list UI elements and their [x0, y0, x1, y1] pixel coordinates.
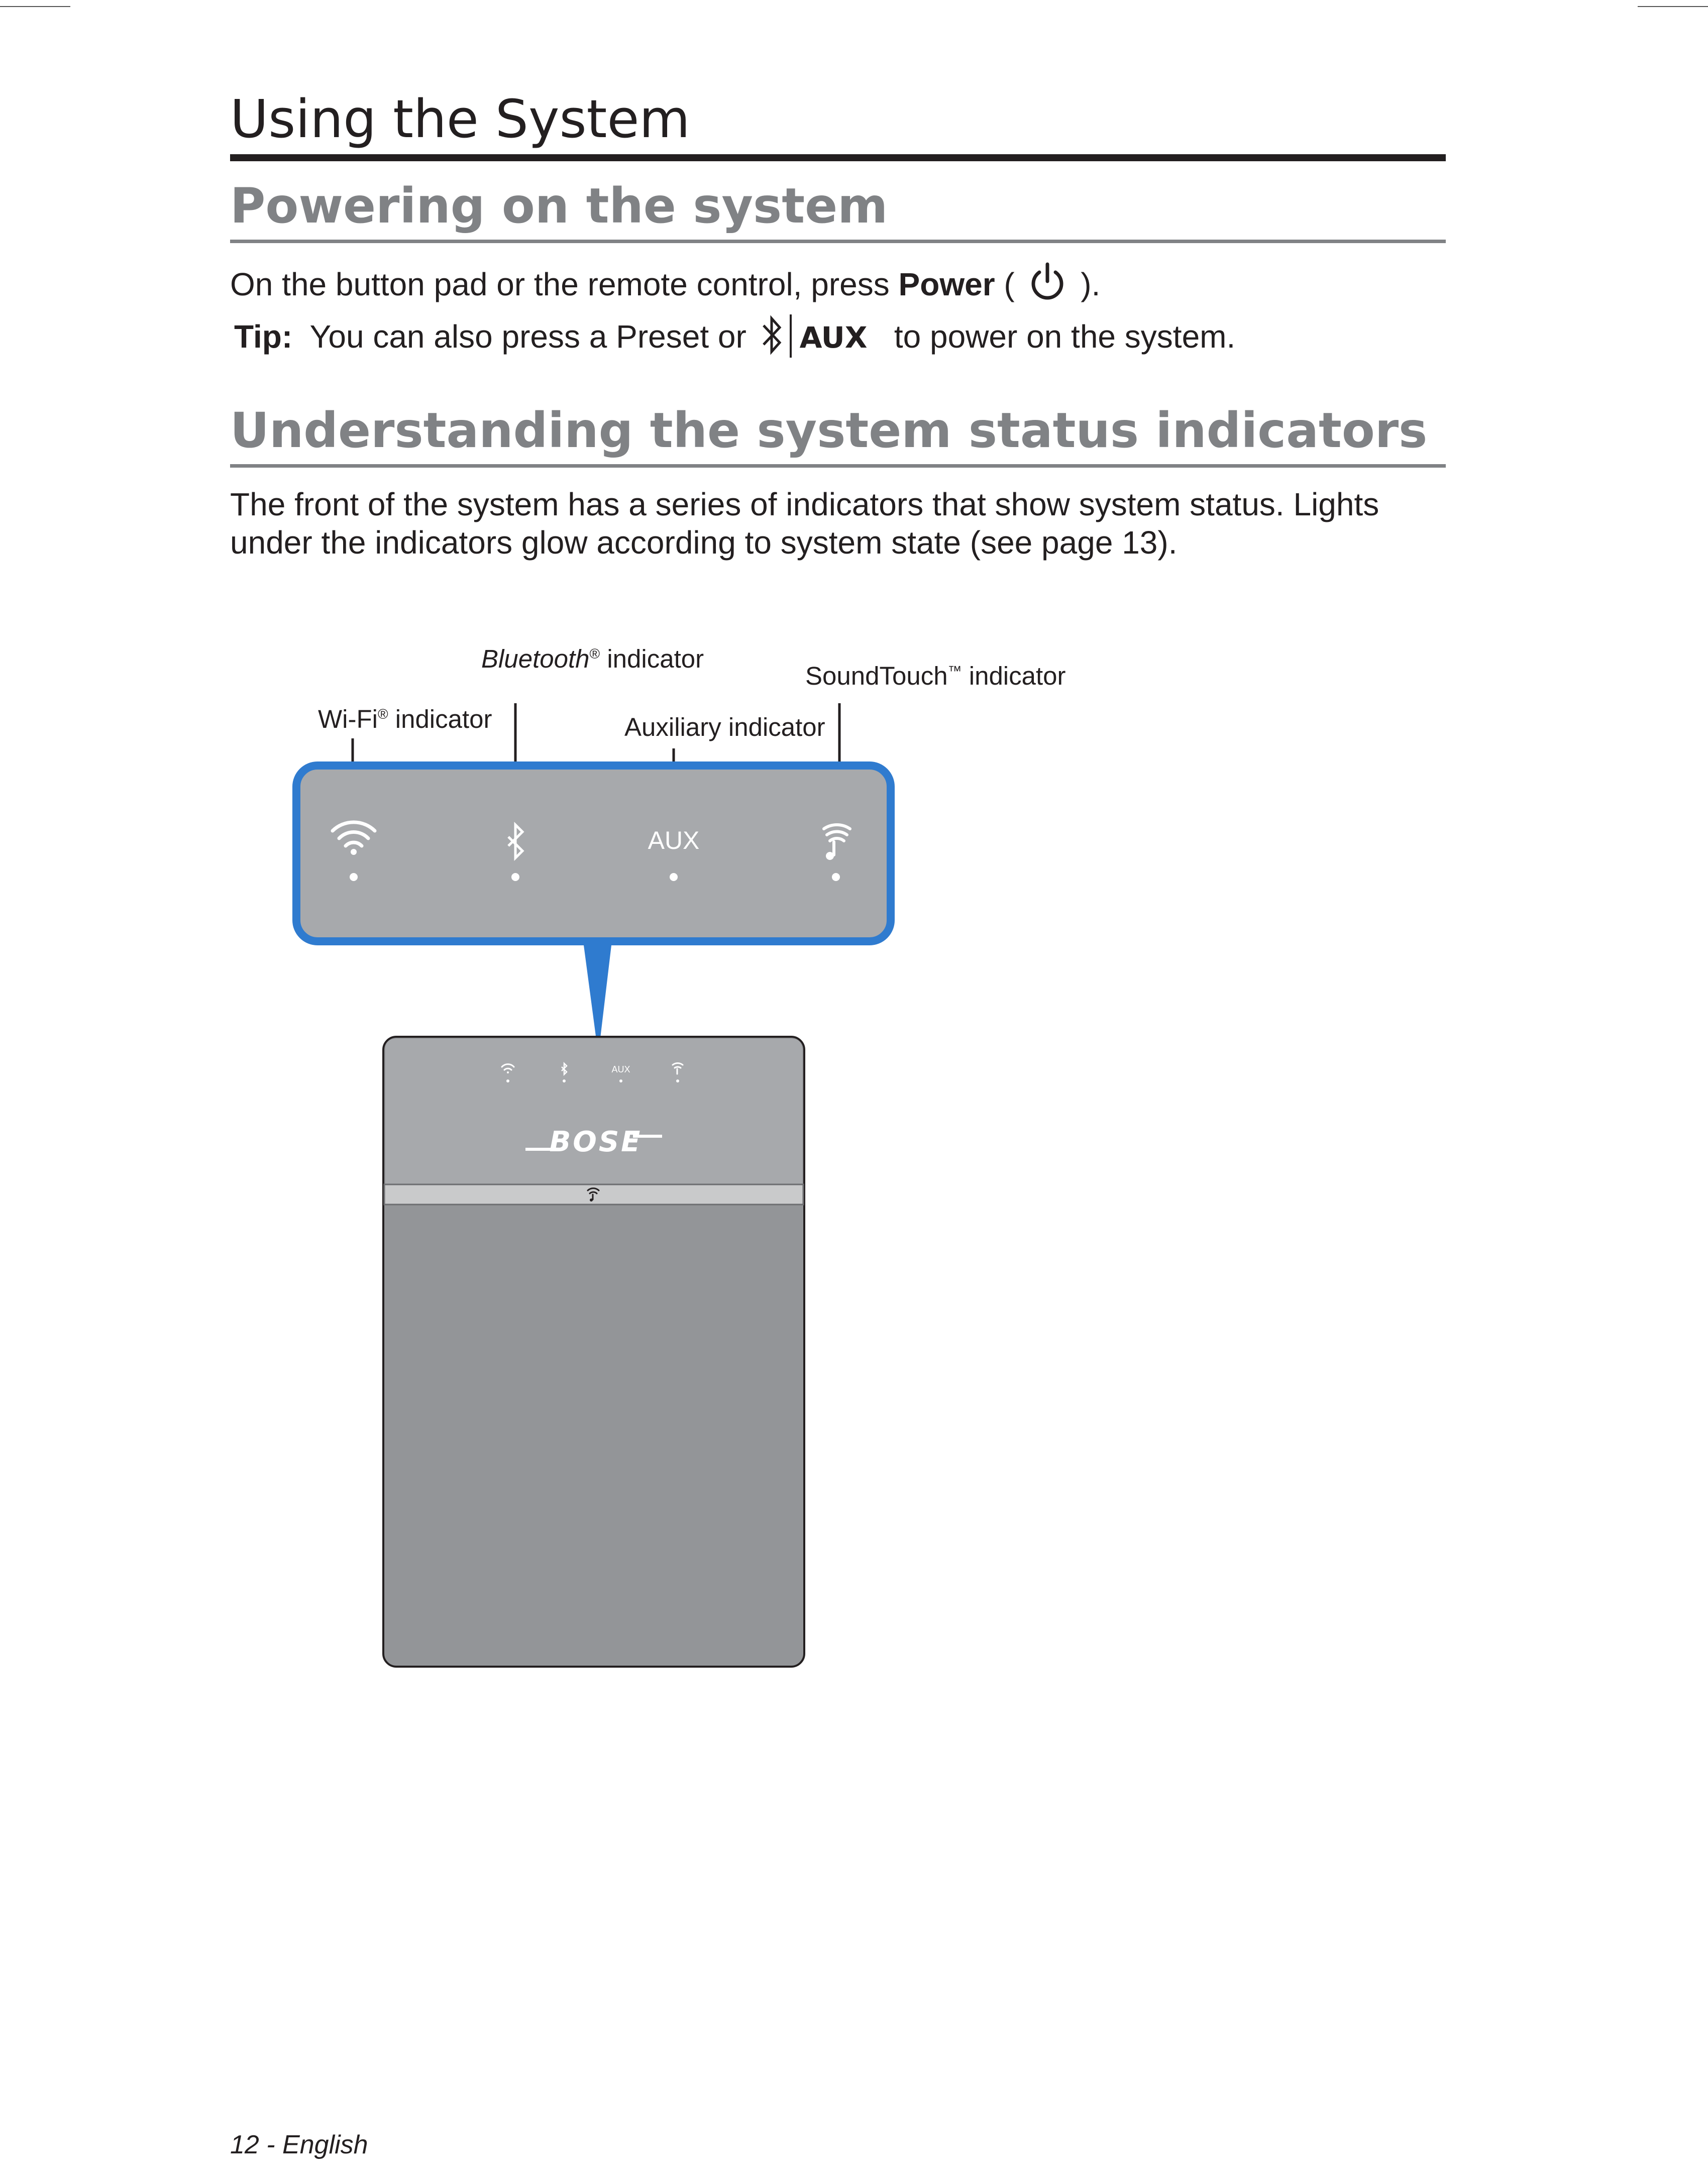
status-paragraph: The front of the system has a series of indicators that show system status. Lights under the indicators glow according to system state (see page 13).: [230, 486, 1379, 561]
speaker-top-panel: [385, 1039, 802, 1184]
power-section-heading: Powering on the system: [230, 178, 888, 234]
power-heading-rule: [230, 240, 1446, 243]
page-footer: 12 - English: [230, 2130, 368, 2159]
device-aux-light: [619, 1079, 622, 1082]
bluetooth-icon: [759, 313, 787, 357]
status-heading-rule: [230, 464, 1446, 468]
device-bluetooth-light: [563, 1079, 566, 1082]
aux-light: [670, 873, 678, 881]
power-icon: [1027, 261, 1068, 301]
wifi-indicator-label: Wi-Fi® indicator: [318, 705, 492, 733]
speaker-device: [383, 1037, 804, 1667]
tip-suffix: to power on the system.: [894, 318, 1236, 355]
indicator-diagram: [0, 703, 1708, 1758]
device-aux-text: AUX: [611, 1064, 630, 1074]
soundtouch-indicator-label: SoundTouch™ indicator: [805, 662, 1066, 690]
tip-line: [234, 313, 1235, 358]
tip-label: Tip:: [234, 318, 293, 355]
speaker-divider-strip: [384, 1184, 803, 1205]
crop-mark-left: [0, 6, 70, 7]
auxiliary-indicator-label: Auxiliary indicator: [624, 713, 825, 741]
aux-button-label: AUX: [799, 320, 868, 355]
power-instruction: [230, 261, 1100, 303]
device-wifi-light: [506, 1079, 509, 1082]
page-title: Using the System: [230, 88, 690, 150]
crop-mark-right: [1638, 6, 1708, 7]
indicator-panel: [296, 766, 891, 941]
wifi-light: [350, 873, 358, 881]
aux-panel-text: AUX: [648, 826, 700, 854]
bose-logo: BOSE: [549, 1126, 643, 1158]
power-paren-open: (: [995, 266, 1015, 302]
status-section-heading: Understanding the system status indicators: [230, 402, 1428, 459]
soundtouch-light: [832, 873, 840, 881]
bluetooth-light: [511, 873, 519, 881]
power-instruction-prefix: On the button pad or the remote control, press: [230, 266, 899, 302]
device-soundtouch-light: [676, 1079, 679, 1082]
tip-divider: [790, 314, 792, 358]
power-paren-close: ).: [1072, 266, 1101, 302]
tip-prefix: You can also press a Preset or: [309, 318, 746, 355]
power-label: Power: [898, 266, 995, 302]
title-rule: [230, 154, 1446, 161]
bluetooth-indicator-label: Bluetooth® indicator: [481, 644, 704, 673]
